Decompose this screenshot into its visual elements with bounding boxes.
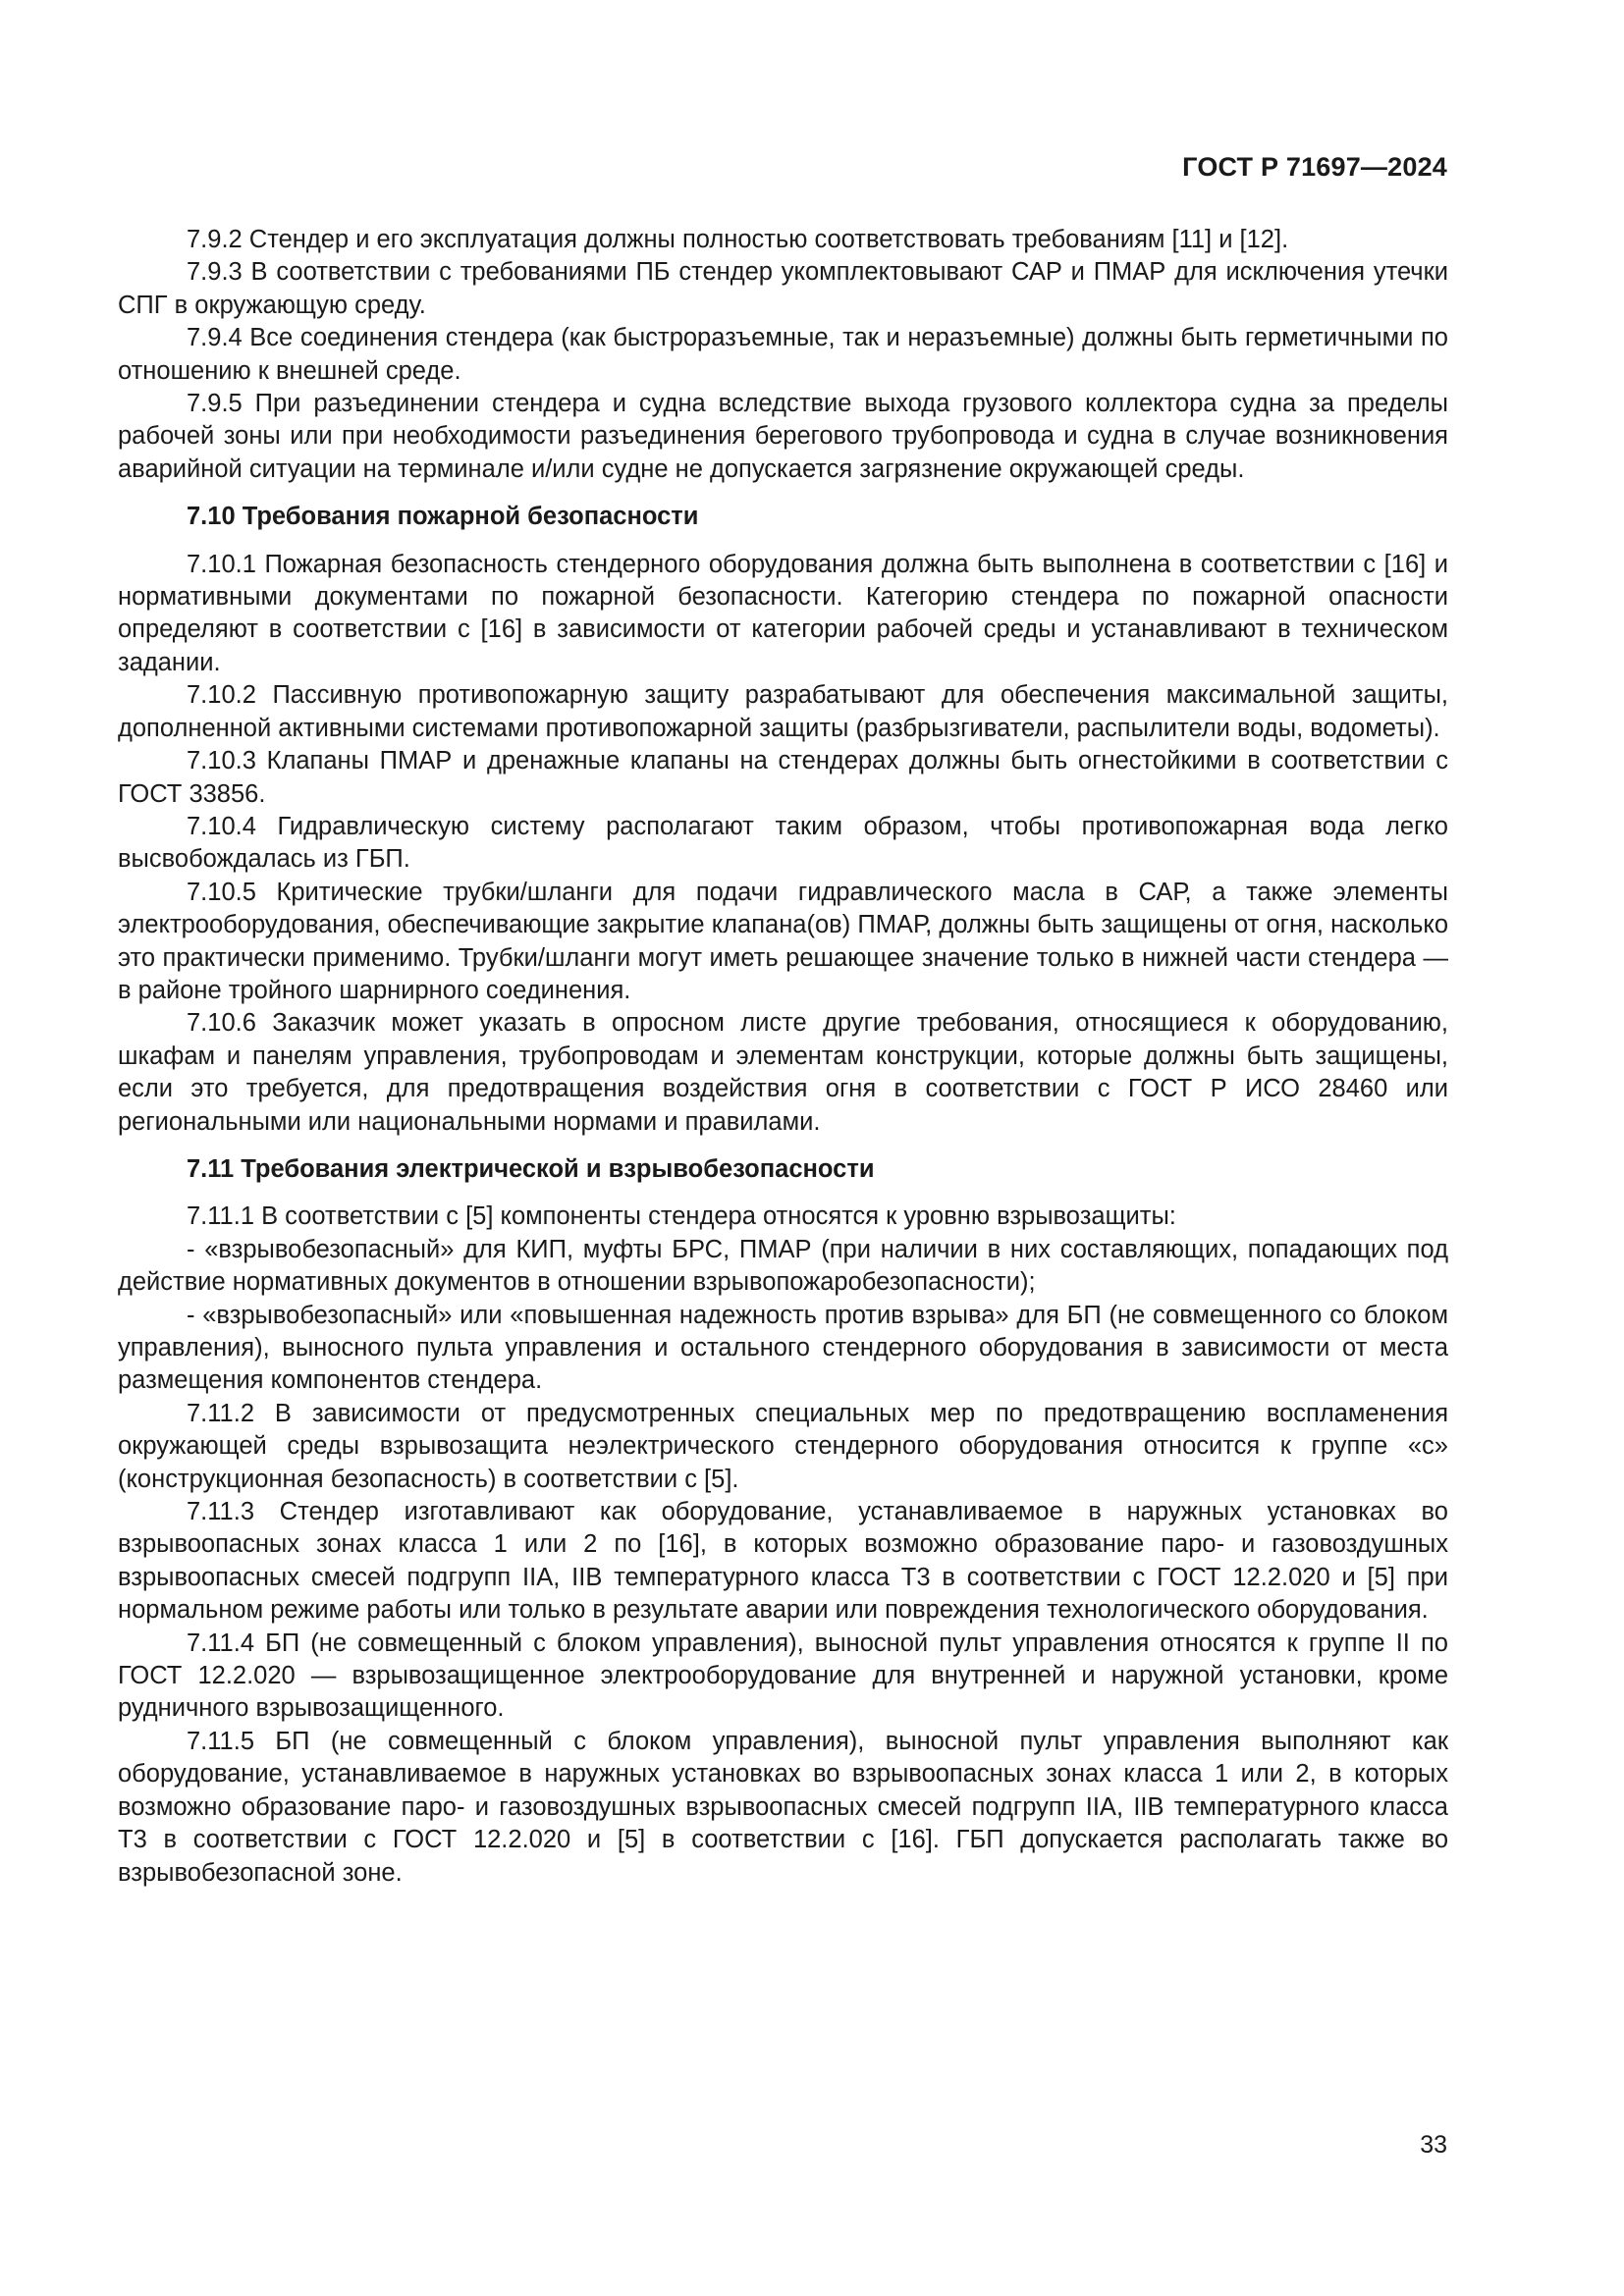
paragraph-7-10-5: 7.10.5 Критические трубки/шланги для подачи гидравлического масла в САР, а также элементы электрооборудования, обеспечивающие закрытие клапана(ов) ПМАР, должны быть защищены от огня, насколько это практически применимо. Трубки/шланги могут иметь решающее значение только в нижней части стендера — в районе тройного шарнирного соединения. <box>118 878 1448 1004</box>
paragraph-7-10-6: 7.10.6 Заказчик может указать в опросном листе другие требования, относящиеся к оборудованию, шкафам и панелям управления, трубопроводам и элементам конструкции, которые должны быть защищены, если это требуется, для предотвращения воздействия огня в соответствии с ГОСТ Р ИСО 28460 или региональными или национальными нормами и правилами. <box>118 1009 1448 1136</box>
list-item-explosion-proof: - «взрывобезопасный» для КИП, муфты БРС, ПМАР (при наличии в них составляющих, попадающих под действие нормативных документов в отношении взрывопожаробезопасности); <box>118 1235 1448 1297</box>
paragraph-7-10-3: 7.10.3 Клапаны ПМАР и дренажные клапаны на стендерах должны быть огнестойкими в соответствии с ГОСТ 33856. <box>118 747 1448 808</box>
paragraph-7-11-5: 7.11.5 БП (не совмещенный с блоком управления), выносной пульт управления выполняют как оборудование, устанавливаемое в наружных установках во взрывоопасных зонах класса 1 или 2, в которых возможно образование паро- и газовоздушных взрывоопасных смесей подгрупп IIA, IIB температурного класса Т3 в соответствии с ГОСТ 12.2.020 и [5] в соответствии с [16]. ГБП допускается располагать также во взрывобезопасной зоне. <box>118 1727 1448 1887</box>
paragraph-7-10-1: 7.10.1 Пожарная безопасность стендерного оборудования должна быть выполнена в соответствии с [16] и нормативными документами по пожарной безопасности. Категорию стендера по пожарной опасности определяют в соответствии с [16] в зависимости от категории рабочей среды и устанавливают в техническом задании. <box>118 550 1448 676</box>
document-header-id: ГОСТ Р 71697—2024 <box>1182 152 1447 182</box>
section-heading-7-11: 7.11 Требования электрической и взрывобезопасности <box>187 1154 875 1183</box>
list-item-increased-reliability: - «взрывобезопасный» или «повышенная надежность против взрыва» для БП (не совмещенного со блоком управления), выносного пульта управления и остального стендерного оборудования в зависимости от места размещения компонентов стендера. <box>118 1301 1448 1395</box>
paragraph-7-9-2: 7.9.2 Стендер и его эксплуатация должны полностью соответствовать требованиям [11] и [12]. <box>187 226 1289 253</box>
page-number: 33 <box>1420 2131 1447 2159</box>
paragraph-7-11-4: 7.11.4 БП (не совмещенный с блоком управления), выносной пульт управления относятся к группе II по ГОСТ 12.2.020 — взрывозащищенное электрооборудование для внутренней и наружной установки, кроме рудничного взрывозащищенного. <box>118 1629 1448 1723</box>
paragraph-7-10-4: 7.10.4 Гидравлическую систему располагают таким образом, чтобы противопожарная вода легко высвобождалась из ГБП. <box>118 812 1448 874</box>
document-body <box>118 224 1448 1890</box>
paragraph-7-11-2: 7.11.2 В зависимости от предусмотренных специальных мер по предотвращению воспламенения окружающей среды взрывозащита неэлектрического стендерного оборудования относится к группе «с» (конструкционная безопасность) в соответствии с [5]. <box>118 1399 1448 1493</box>
paragraph-7-11-3: 7.11.3 Стендер изготавливают как оборудование, устанавливаемое в наружных установках во взрывоопасных зонах класса 1 или 2 по [16], в которых возможно образование паро- и газовоздушных взрывоопасных смесей подгрупп IIA, IIB температурного класса Т3 в соответствии с ГОСТ 12.2.020 и [5] при нормальном режиме работы или только в результате аварии или повреждения технологического оборудования. <box>118 1498 1448 1625</box>
paragraph-7-10-2: 7.10.2 Пассивную противопожарную защиту разрабатывают для обеспечения максимальной защиты, дополненной активными системами противопожарной защиты (разбрызгиватели, распылители воды, водометы). <box>118 681 1448 742</box>
paragraph-7-9-5: 7.9.5 При разъединении стендера и судна вследствие выхода грузового коллектора судна за пределы рабочей зоны или при необходимости разъединения берегового трубопровода и судна в случае возникновения аварийной ситуации на терминале и/или судне не допускается загрязнение окружающей среды. <box>118 390 1448 483</box>
paragraph-7-9-4: 7.9.4 Все соединения стендера (как быстроразъемные, так и неразъемные) должны быть герметичными по отношению к внешней среде. <box>118 324 1448 385</box>
paragraph-7-9-3: 7.9.3 В соответствии с требованиями ПБ стендер укомплектовывают САР и ПМАР для исключения утечки СПГ в окружающую среду. <box>118 258 1448 319</box>
section-heading-7-10: 7.10 Требования пожарной безопасности <box>187 503 699 531</box>
paragraph-7-11-1: 7.11.1 В соответствии с [5] компоненты стендера относятся к уровню взрывозащиты: <box>187 1202 1176 1231</box>
